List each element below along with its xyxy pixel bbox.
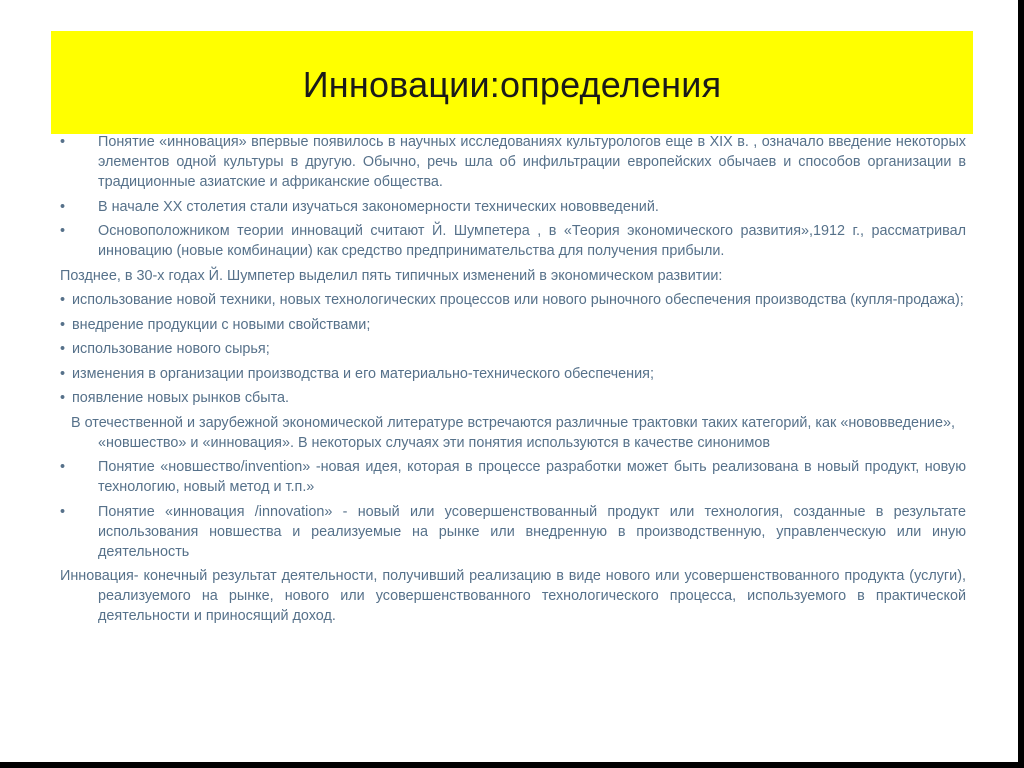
bullet-paragraph-innovation [60, 502, 966, 562]
slide-title: Инновации:определения [302, 64, 722, 105]
bullet-marker: • [60, 223, 66, 239]
bullet-marker: • [60, 316, 66, 333]
bullet-paragraph-xx-century [60, 197, 966, 217]
bullet-marker: • [60, 134, 66, 150]
list-item-new-products [60, 315, 966, 335]
definition-paragraph [60, 566, 966, 626]
title-band [51, 31, 973, 134]
bullet-paragraph-culturology [60, 132, 966, 192]
paragraph-text: Понятие «инновация /innovation» - новый или усовершенствованный продукт или технология, созданные в результате использования новшества и реализуемые на рынке или внедренную в производственную, управленческую или иную деятельность [98, 503, 966, 560]
bullet-marker: • [60, 503, 66, 520]
paragraph-text: Основоположником теории инноваций считают Й. Шумпетера , в «Теория экономического развития»,1912 г., рассматривал инновацию (новые комбинации) как средство предпринимательства для получения прибыли. [98, 223, 966, 259]
list-item-text: использование новой техники, новых технологических процессов или нового рыночного обеспечения производства (купля-продажа); [72, 292, 964, 308]
list-item-text: внедрение продукции с новыми свойствами; [72, 316, 371, 333]
bullet-paragraph-schumpeter [60, 221, 966, 261]
bullet-marker: • [60, 365, 66, 382]
bullet-marker: • [60, 341, 66, 357]
bullet-marker: • [60, 198, 66, 215]
bullet-marker: • [60, 459, 66, 475]
bullet-marker: • [60, 292, 66, 308]
paragraph-text: В отечественной и зарубежной экономической литературе встречаются различные трактовки таких категорий, как «нововведение», «новшество» и «инновация». В некоторых случаях эти понятия используются в качестве синонимов [71, 414, 955, 451]
list-item-new-markets [60, 388, 966, 408]
paragraph-text: Понятие «новшество/invention» -новая идея, которая в процессе разработки может быть реализована в новый продукт, новую технологию, новый метод и т.п.» [98, 459, 966, 495]
paragraph-text: В начале XX столетия стали изучаться закономерности технических нововведений. [98, 198, 659, 215]
plain-paragraph-literature [60, 413, 966, 453]
list-item-text: использование нового сырья; [72, 341, 270, 357]
paragraph-text: Позднее, в 30-х годах Й. Шумпетер выделил пять типичных изменений в экономическом развитии: [60, 267, 723, 284]
plain-paragraph-five-changes [60, 266, 966, 286]
list-item-organization-changes [60, 364, 966, 384]
paragraph-text: Инновация- конечный результат деятельности, получивший реализацию в виде нового или усовершенствованного продукта (услуги), реализуемого на рынке, нового или усовершенствованного технологического процесса, используемого в практической деятельности и приносящий доход. [60, 568, 966, 624]
list-item-text: изменения в организации производства и его материально-технического обеспечения; [72, 365, 654, 382]
bullet-marker: • [60, 390, 66, 406]
bullet-paragraph-invention [60, 457, 966, 497]
paragraph-text: Понятие «инновация» впервые появилось в научных исследованиях культурологов еще в XIX в. , означало введение некоторых элементов одной культуры в другую. Обычно, речь шла об инфильтрации европейских обычаев и способов организации в традиционные азиатские и африканские общества. [98, 134, 966, 190]
slide-content [60, 132, 966, 631]
list-item-text: появление новых рынков сбыта. [72, 390, 290, 406]
list-item-new-raw-materials [60, 339, 966, 359]
list-item-new-technology [60, 290, 966, 310]
